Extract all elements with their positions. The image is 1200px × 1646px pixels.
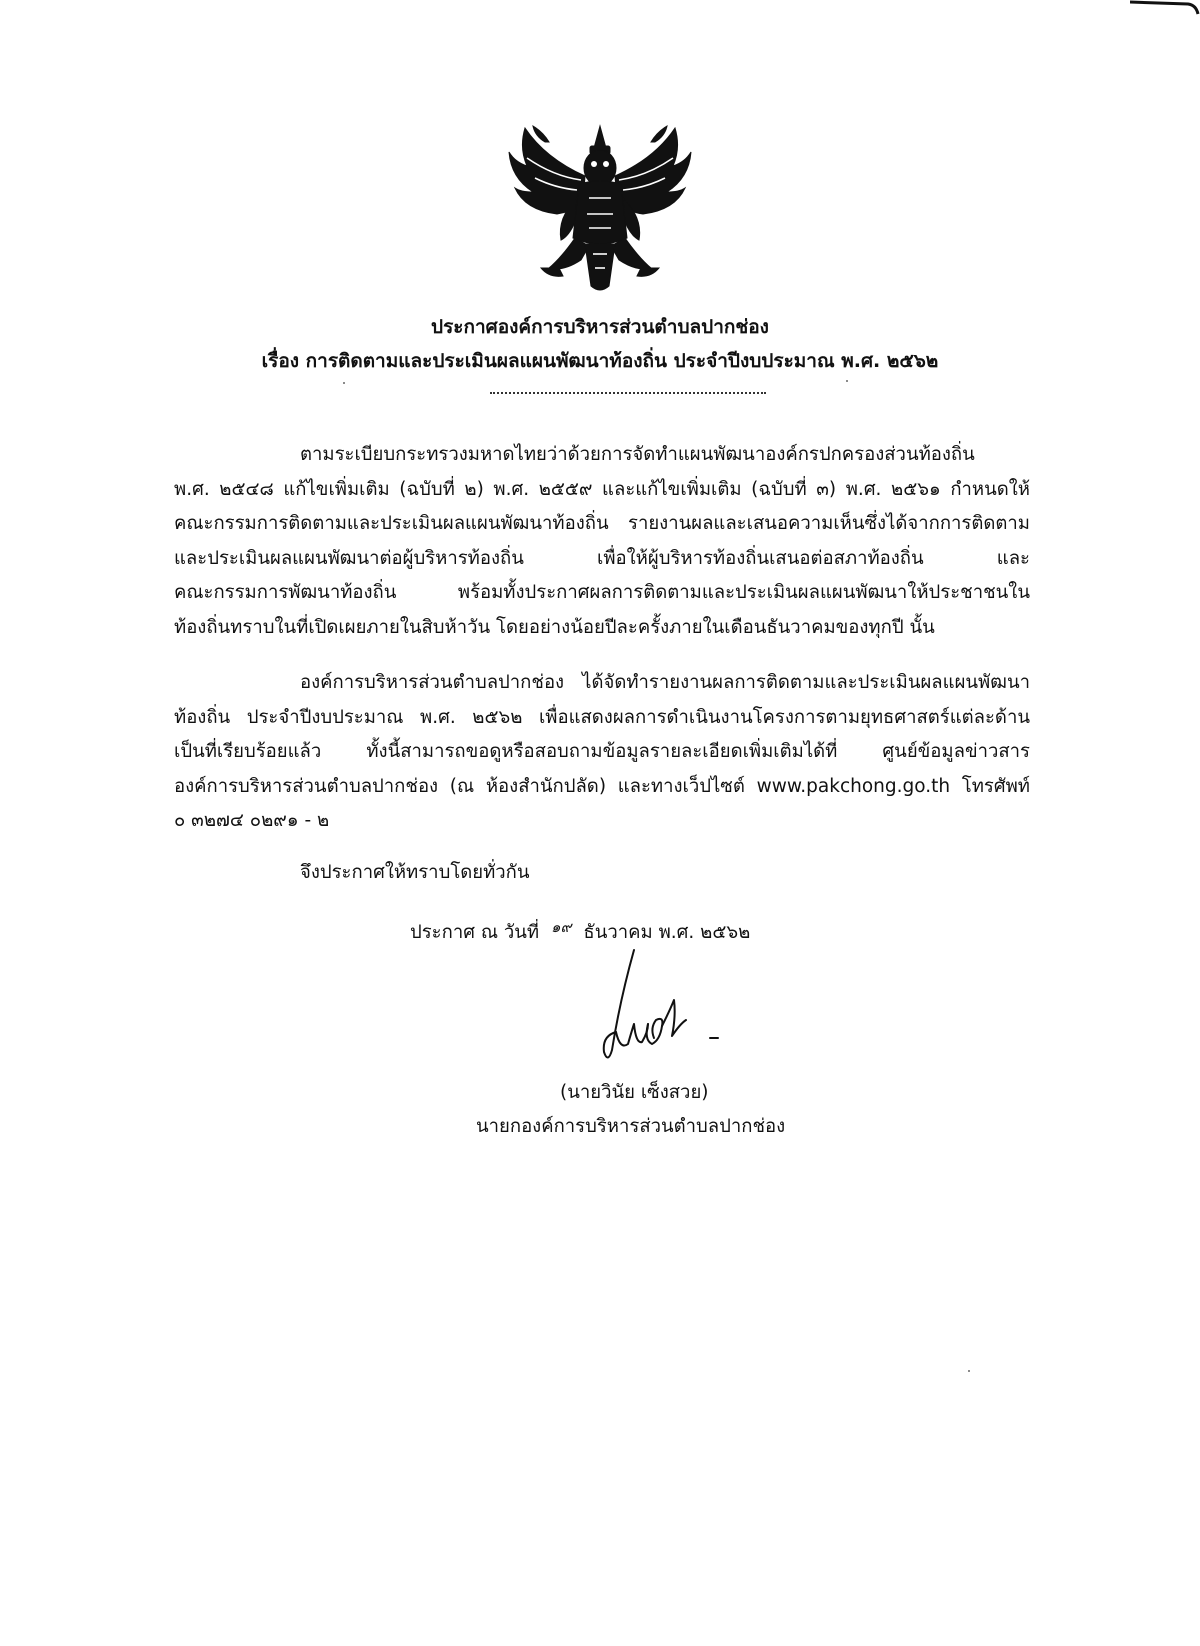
scan-speck <box>968 1370 970 1372</box>
announcement-subject: เรื่อง การติดตามและประเมินผลแผนพัฒนาท้องถิ่น ประจำปีงบประมาณ พ.ศ. ๒๕๖๒ <box>261 350 939 372</box>
announcement-title: ประกาศองค์การบริหารส่วนตำบลปากช่อง <box>431 316 769 338</box>
paragraph-line: ท้องถิ่นทราบในที่เปิดเผยภายในสิบห้าวัน โดยอย่างน้อยปีละครั้งภายในเดือนธันวาคมของทุกปี นั้น <box>174 616 935 638</box>
garuda-emblem-icon <box>505 118 695 298</box>
paragraph-line: องค์การบริหารส่วนตำบลปากช่อง (ณ ห้องสำนักปลัด) และทางเว็ปไซต์ www.pakchong.go.th โทรศัพท์ <box>174 775 1030 797</box>
body-paragraph-2 <box>174 666 1030 839</box>
paragraph-line: เป็นที่เรียบร้อยแล้ว ทั้งนี้สามารถขอดูหรือสอบถามข้อมูลรายละเอียดเพิ่มเติมได้ที่ ศูนย์ข้อมูลข่าวสาร <box>174 741 1030 762</box>
scan-speck <box>846 380 848 382</box>
signer-name: (นายวินัย เซ็งสวย) <box>560 1082 709 1103</box>
date-prefix: ประกาศ ณ วันที่ <box>410 922 540 943</box>
separator-line <box>490 392 766 394</box>
date-day-handwritten: ๑๙ <box>551 918 572 936</box>
paragraph-line: องค์การบริหารส่วนตำบลปากช่อง ได้จัดทำรายงานผลการติดตามและประเมินผลแผนพัฒนา <box>300 672 1030 693</box>
handwritten-signature <box>590 940 750 1070</box>
date-suffix: ธันวาคม พ.ศ. ๒๕๖๒ <box>583 922 751 943</box>
scan-speck <box>343 382 345 384</box>
paragraph-line: พ.ศ. ๒๕๔๘ แก้ไขเพิ่มเติม (ฉบับที่ ๒) พ.ศ. ๒๕๕๙ และแก้ไขเพิ่มเติม (ฉบับที่ ๓) พ.ศ. ๒๕๖๑ กำหนดให้ <box>174 478 1030 500</box>
paragraph-line: ตามระเบียบกระทรวงมหาดไทยว่าด้วยการจัดทำแผนพัฒนาองค์กรปกครองส่วนท้องถิ่น <box>300 444 975 465</box>
paragraph-line: ท้องถิ่น ประจำปีงบประมาณ พ.ศ. ๒๕๖๒ เพื่อแสดงผลการดำเนินงานโครงการตามยุทธศาสตร์แต่ละด้าน <box>174 706 1030 728</box>
signer-title: นายกองค์การบริหารส่วนตำบลปากช่อง <box>476 1116 786 1137</box>
paragraph-line: คณะกรรมการพัฒนาท้องถิ่น พร้อมทั้งประกาศผลการติดตามและประเมินผลแผนพัฒนาให้ประชาชนใน <box>174 582 1030 603</box>
body-paragraph-1 <box>174 438 1030 645</box>
paragraph-line: คณะกรรมการติดตามและประเมินผลแผนพัฒนาท้องถิ่น รายงานผลและเสนอความเห็นซึ่งได้จากการติดตาม <box>174 513 1030 534</box>
paragraph-line: และประเมินผลแผนพัฒนาต่อผู้บริหารท้องถิ่น เพื่อให้ผู้บริหารท้องถิ่นเสนอต่อสภาท้องถิ่น และ <box>174 547 1030 569</box>
closing-statement: จึงประกาศให้ทราบโดยทั่วกัน <box>300 862 530 883</box>
phone-number: ๐ ๓๒๗๔ ๐๒๙๑ - ๒ <box>174 810 330 831</box>
corner-scan-mark <box>1130 0 1200 22</box>
